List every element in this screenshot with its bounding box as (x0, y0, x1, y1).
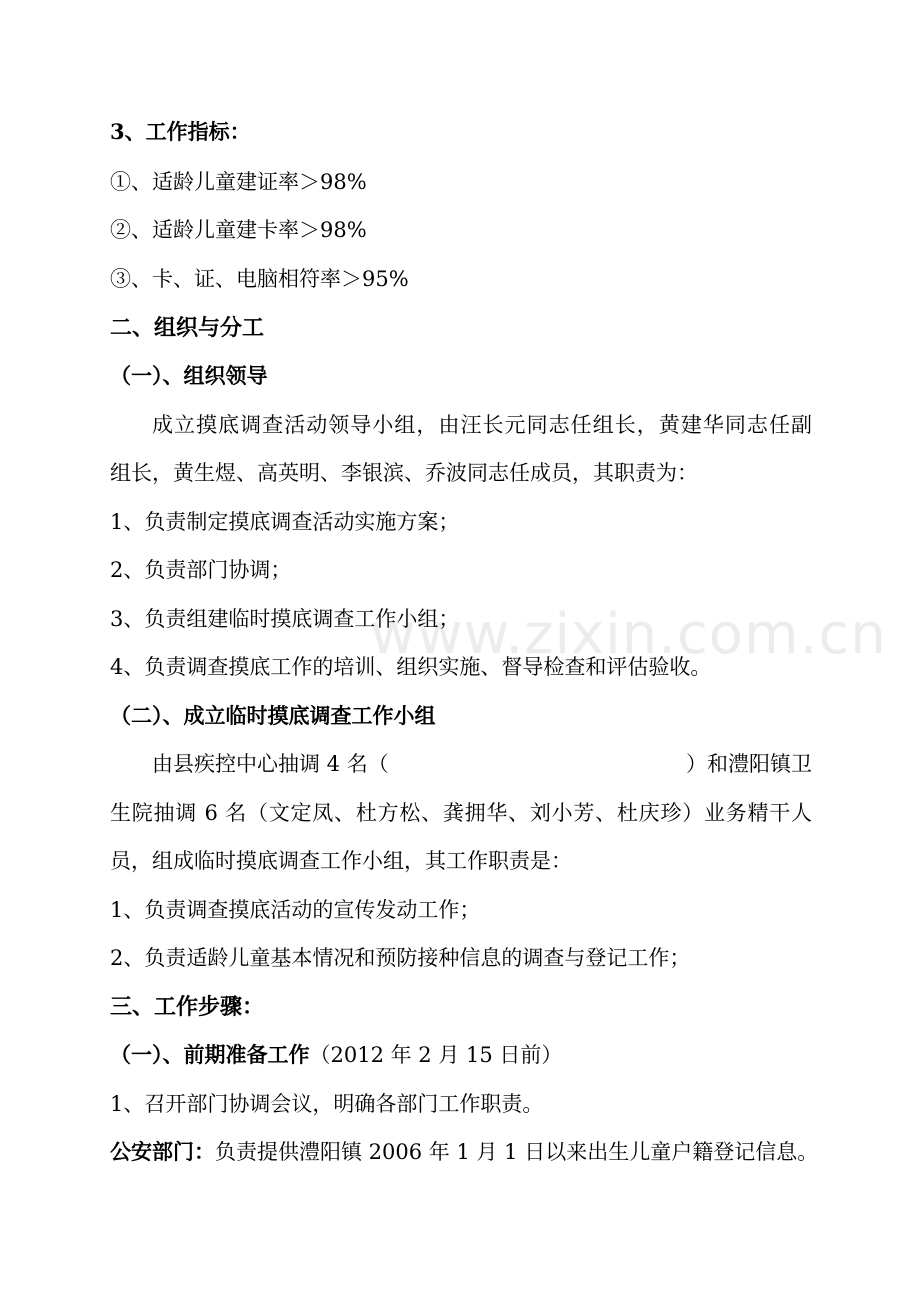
preparation-heading-bold: （一）、前期准备工作 (110, 1042, 310, 1067)
leadership-duty-1: 1、负责制定摸底调查活动实施方案； (110, 510, 460, 534)
survey-group-paragraph-line-2: 生院抽调 6 名（文定凤、杜方松、龚拥华、刘小芳、杜庆珍）业务精干人 (110, 801, 812, 825)
survey-group-paragraph-line-1 (152, 750, 812, 778)
police-department-label: 公安部门： (110, 1139, 215, 1164)
survey-group-paragraph-line-3: 员，组成临时摸底调查工作小组，其工作职责是： (110, 849, 572, 873)
leadership-duty-3: 3、负责组建临时摸底调查工作小组； (110, 607, 460, 631)
survey-group-line1-right: ）和澧阳镇卫 (686, 752, 812, 776)
police-department-line (110, 1138, 819, 1166)
watermark: www.zixin.com.cn (370, 602, 887, 667)
indicator-item-1: ①、适龄儿童建证率＞98% (110, 170, 367, 194)
preparation-heading (110, 1041, 812, 1069)
work-indicators-heading: 3、工作指标： (110, 119, 251, 144)
indicator-item-2: ②、适龄儿童建卡率＞98% (110, 218, 367, 242)
preparation-item-1: 1、召开部门协调会议，明确各部门工作职责。 (110, 1092, 544, 1116)
org-leadership-heading: （一）、组织领导 (110, 363, 268, 388)
work-steps-heading: 三、工作步骤： (110, 994, 265, 1020)
police-department-text: 负责提供澧阳镇 2006 年 1 月 1 日以来出生儿童户籍登记信息。 (215, 1140, 819, 1164)
org-division-heading: 二、组织与分工 (110, 315, 265, 341)
indicator-item-3: ③、卡、证、电脑相符率＞95% (110, 267, 409, 291)
leadership-paragraph-line-2: 组长，黄生煜、高英明、李银滨、乔波同志任成员，其职责为： (110, 461, 698, 485)
temp-survey-group-heading: （二）、成立临时摸底调查工作小组 (110, 703, 436, 728)
survey-group-duty-2: 2、负责适龄儿童基本情况和预防接种信息的调查与登记工作； (110, 946, 691, 970)
leadership-duty-4: 4、负责调查摸底工作的培训、组织实施、督导检查和评估验收。 (110, 655, 712, 679)
survey-group-duty-1: 1、负责调查摸底活动的宣传发动工作； (110, 898, 481, 922)
survey-group-line1-left: 由县疾控中心抽调 4 名（ (152, 752, 389, 776)
preparation-heading-date: （2012 年 2 月 15 日前） (309, 1043, 563, 1067)
leadership-duty-2: 2、负责部门协调； (110, 558, 292, 582)
leadership-paragraph-line-1: 成立摸底调查活动领导小组，由汪长元同志任组长，黄建华同志任副 (152, 413, 812, 437)
